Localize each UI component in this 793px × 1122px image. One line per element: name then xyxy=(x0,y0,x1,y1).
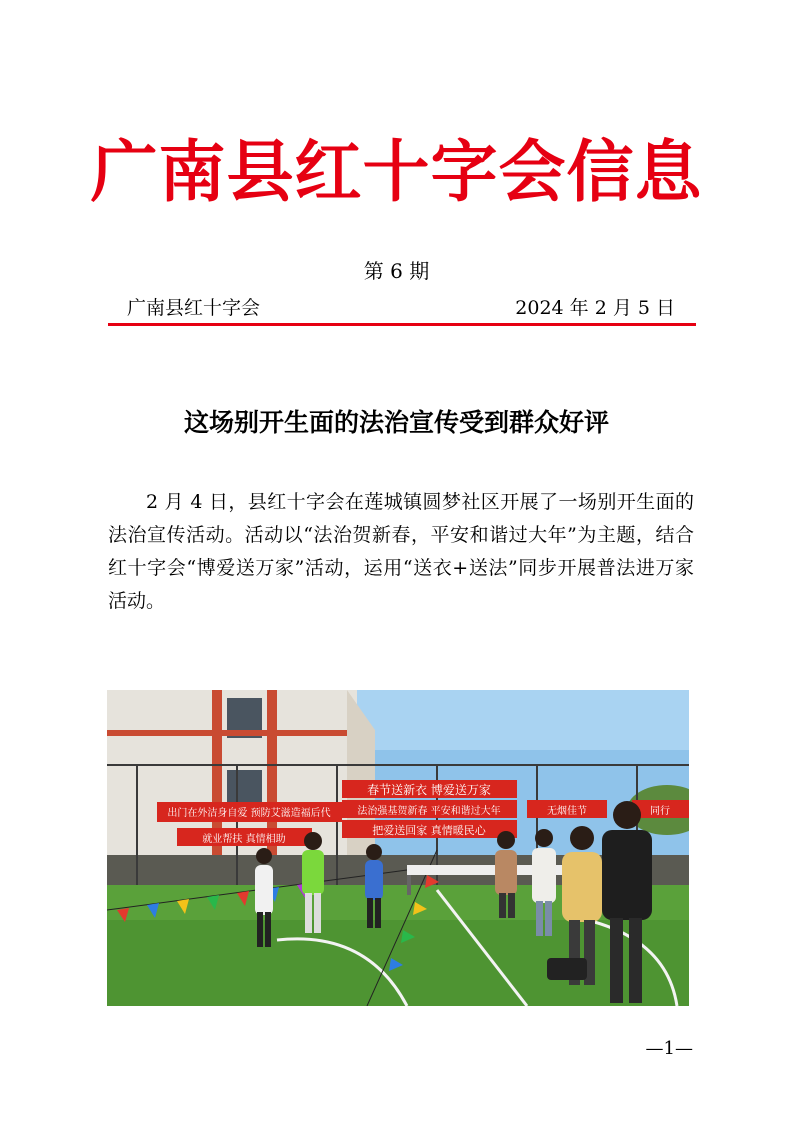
issue-number: 第 6 期 xyxy=(363,259,430,283)
event-photo xyxy=(107,690,689,1006)
event-photo-illustration xyxy=(107,690,689,1006)
red-divider xyxy=(108,323,696,326)
organization-name: 广南县红十字会 xyxy=(127,297,261,319)
svg-text:就业帮扶 真情相助: 就业帮扶 真情相助 xyxy=(202,834,286,845)
banner-1 xyxy=(342,780,517,798)
svg-text:春节送新衣 博爱送万家: 春节送新衣 博爱送万家 xyxy=(367,783,491,797)
svg-text:同行: 同行 xyxy=(650,806,670,817)
banner-6 xyxy=(527,800,607,818)
svg-text:无烟佳节: 无烟佳节 xyxy=(547,806,587,817)
issue-date: 2024 年 2 月 5 日 xyxy=(515,297,675,319)
banner-3 xyxy=(342,820,517,838)
svg-text:把爱送回家 真情暖民心: 把爱送回家 真情暖民心 xyxy=(372,824,486,837)
svg-text:法治强基贺新春 平安和谐过大年: 法治强基贺新春 平安和谐过大年 xyxy=(357,806,501,817)
banner-5 xyxy=(177,828,312,846)
masthead-title: 广南县红十字会信息 xyxy=(90,133,703,211)
svg-text:出门在外洁身自爱 预防艾滋造福后代: 出门在外洁身自爱 预防艾滋造福后代 xyxy=(167,808,331,819)
page-number: —1— xyxy=(645,1038,693,1059)
article-body: 2 月 4 日，县红十字会在莲城镇圆梦社区开展了一场别开生面的法治宣传活动。活动以“法治贺新春，平安和谐过大年”为主题，结合红十字会“博爱送万家”活动，运用“送衣+送法”同步开展普法进万家活动。 xyxy=(108,491,694,612)
banner-4 xyxy=(157,802,342,822)
article-headline: 这场别开生面的法治宣传受到群众好评 xyxy=(183,408,609,437)
banner-2 xyxy=(342,800,517,818)
